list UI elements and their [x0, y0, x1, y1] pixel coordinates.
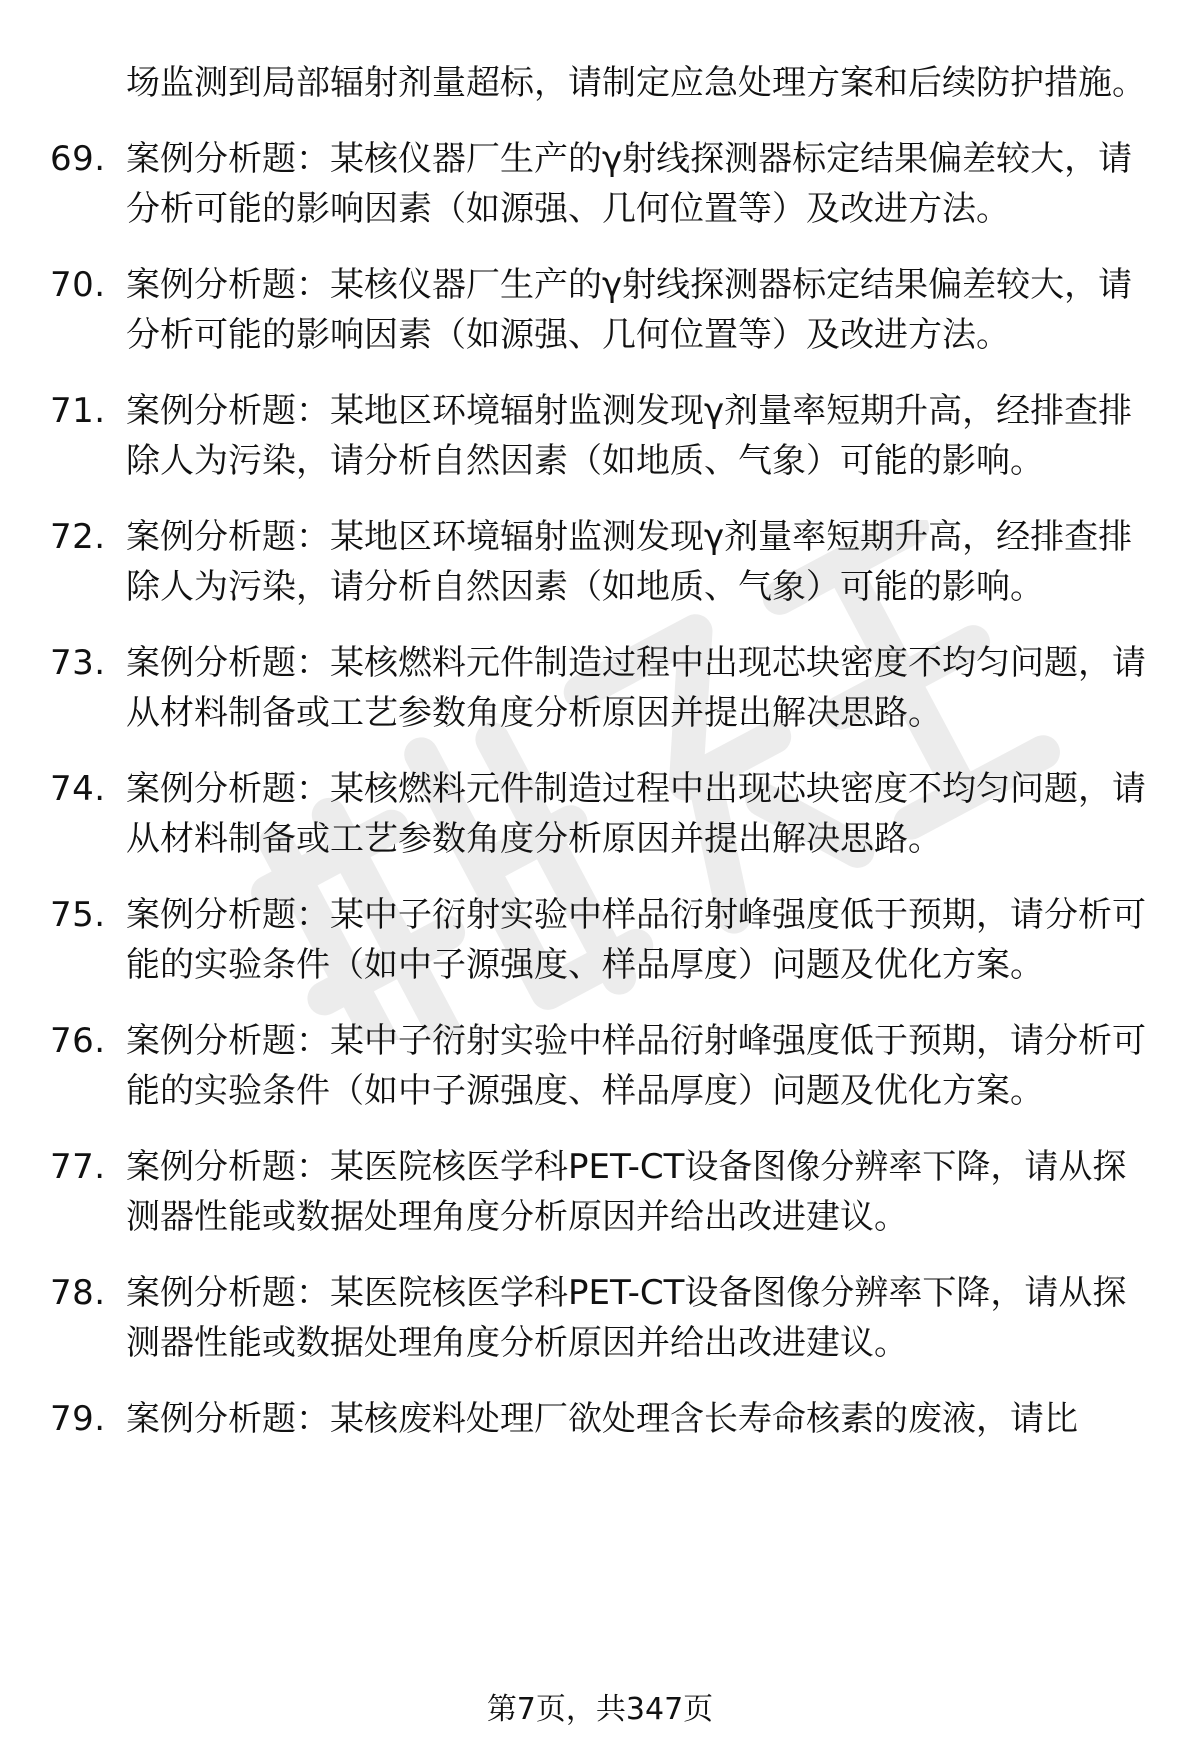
- item-text: 案例分析题：某中子衍射实验中样品衍射峰强度低于预期，请分析可能的实验条件（如中子源强度、样品厚度）问题及优化方案。: [126, 895, 1146, 985]
- item-text: 案例分析题：某核燃料元件制造过程中出现芯块密度不均匀问题，请从材料制备或工艺参数角度分析原因并提出解决思路。: [126, 769, 1146, 859]
- page-footer: 第7页，共347页: [486, 1692, 714, 1727]
- item-number: 72.: [50, 517, 106, 557]
- item-text: 案例分析题：某医院核医学科PET-CT设备图像分辨率下降，请从探测器性能或数据处理角度分析原因并给出改进建议。: [126, 1273, 1127, 1363]
- list-item-continuation: [0, 58, 1200, 108]
- item-text: 案例分析题：某中子衍射实验中样品衍射峰强度低于预期，请分析可能的实验条件（如中子源强度、样品厚度）问题及优化方案。: [126, 1021, 1146, 1111]
- item-text: 案例分析题：某核废料处理厂欲处理含长寿命核素的废液，请比: [126, 1399, 1078, 1439]
- item-number: 70.: [50, 265, 106, 305]
- item-number: 73.: [50, 643, 106, 683]
- item-text: 案例分析题：某核仪器厂生产的γ射线探测器标定结果偏差较大，请分析可能的影响因素（如源强、几何位置等）及改进方法。: [126, 265, 1133, 355]
- list-item: [0, 1268, 1200, 1368]
- list-item: [0, 764, 1200, 864]
- item-number: 69.: [50, 139, 106, 179]
- item-number: 76.: [50, 1021, 106, 1061]
- list-item: [0, 1016, 1200, 1116]
- list-item: [0, 134, 1200, 234]
- list-item: [0, 890, 1200, 990]
- list-item: [0, 1394, 1200, 1444]
- item-text: 案例分析题：某地区环境辐射监测发现γ剂量率短期升高，经排查排除人为污染，请分析自然因素（如地质、气象）可能的影响。: [126, 517, 1133, 607]
- item-text: 案例分析题：某地区环境辐射监测发现γ剂量率短期升高，经排查排除人为污染，请分析自然因素（如地质、气象）可能的影响。: [126, 391, 1133, 481]
- list-item: [0, 260, 1200, 360]
- item-number: 75.: [50, 895, 106, 935]
- list-item: [0, 512, 1200, 612]
- list-item: [0, 1142, 1200, 1242]
- item-text: 案例分析题：某核燃料元件制造过程中出现芯块密度不均匀问题，请从材料制备或工艺参数角度分析原因并提出解决思路。: [126, 643, 1146, 733]
- item-number: 71.: [50, 391, 106, 431]
- item-number: 79.: [50, 1399, 106, 1439]
- item-text: 案例分析题：某医院核医学科PET-CT设备图像分辨率下降，请从探测器性能或数据处理角度分析原因并给出改进建议。: [126, 1147, 1127, 1237]
- item-text: 案例分析题：某核仪器厂生产的γ射线探测器标定结果偏差较大，请分析可能的影响因素（如源强、几何位置等）及改进方法。: [126, 139, 1133, 229]
- continuation-text: 场监测到局部辐射剂量超标，请制定应急处理方案和后续防护措施。: [126, 63, 1146, 103]
- item-number: 74.: [50, 769, 106, 809]
- item-number: 78.: [50, 1273, 106, 1313]
- list-item: [0, 386, 1200, 486]
- list-item: [0, 638, 1200, 738]
- item-number: 77.: [50, 1147, 106, 1187]
